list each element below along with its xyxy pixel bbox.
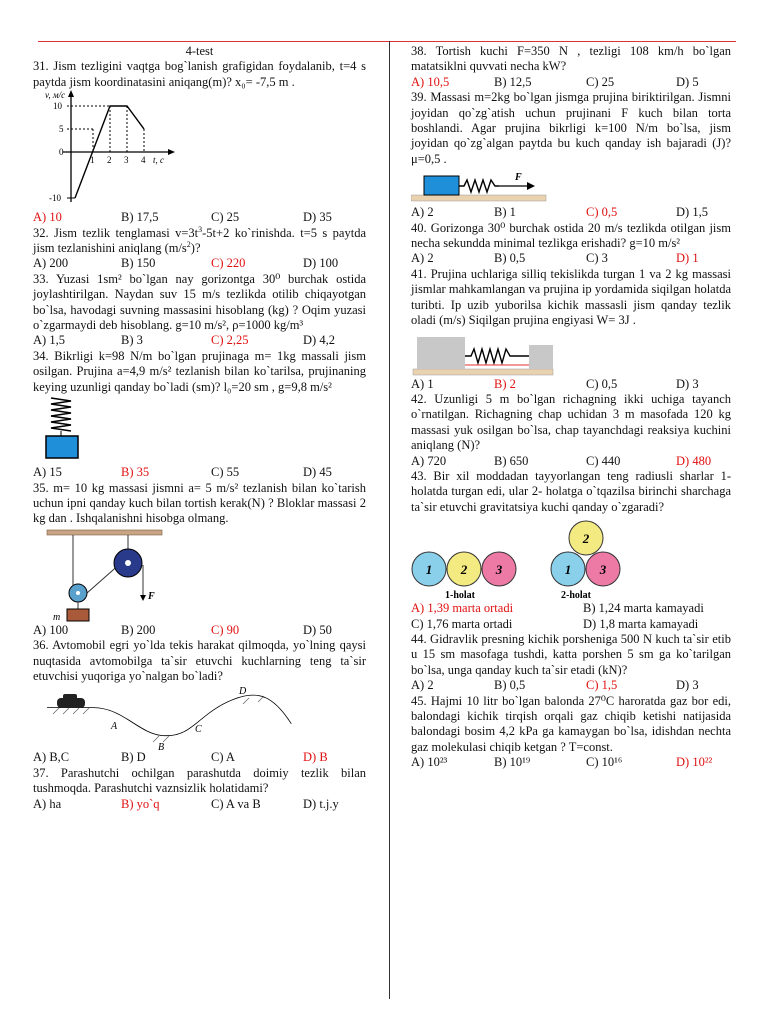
top-rule bbox=[38, 41, 736, 42]
ball-label: 3 bbox=[495, 562, 503, 578]
question-text: 40. Gorizonga 30⁰ burchak ostida 20 m/s tezlikda otilgan jism necha sekundda minimal tezlikga erishadi? g=10 m/s² bbox=[411, 220, 731, 251]
block-2 bbox=[529, 345, 553, 369]
question-text: 38. Tortish kuchi F=350 N , tezligi 108 km/h bo`lgan matatsiklni quvvati necha kW? bbox=[411, 44, 731, 74]
option-a[interactable]: A) 2 bbox=[411, 678, 434, 693]
option-a[interactable]: A) 720 bbox=[411, 453, 447, 468]
force-label: F bbox=[515, 172, 522, 184]
velocity-time-graph bbox=[33, 90, 178, 210]
option-a[interactable]: A) ha bbox=[33, 796, 62, 811]
option-d[interactable]: D) 3 bbox=[676, 678, 699, 693]
question-text: 36. Avtomobil egri yo`lda tekis harakat qilmoqda, yo`lning qaysi nuqtasida avtomobilga ta`sir etuvchi kuchlarning teng ta`sir etuvchisi yuqoriga yo`nalgan bo`ladi? bbox=[33, 638, 366, 683]
pulley-figure bbox=[33, 527, 173, 623]
option-c[interactable]: C) 2,25 bbox=[211, 333, 249, 348]
option-d[interactable]: D) 1,8 marta kamayadi bbox=[583, 616, 699, 631]
question-text: 43. Bir xil moddadan tayyorlangan teng radiusli sharlar 1- holatda turgan edi, ular 2- holatga o`tqazilsa birinchi sharchaga ta`sir etuvchi gravitatsiya kuchi qanday o`zgaradi? bbox=[411, 468, 731, 514]
option-a[interactable]: A) 100 bbox=[33, 622, 69, 637]
answer-options bbox=[411, 601, 731, 616]
two-blocks-spring-figure bbox=[411, 329, 561, 377]
question-text: 41. Prujina uchlariga silliq tekislikda turgan 1 va 2 kg massasi jismlar mahkamlangan va prujina ip yordamida siqilgan holatda turibti. Ip uzib yuborilsa kichik massasli jism qanday tezlik oladi (m/s) Siqilgan prujina engiyasi W= 3J . bbox=[411, 266, 731, 328]
load-block bbox=[67, 609, 89, 621]
question-text: 31. Jism tezligini vaqtga bog`lanish grafigidan foydalanib, t=4 s paytda jism koordinatasini aniqang(m)? x₀= -7,5 m . bbox=[33, 59, 366, 89]
option-a[interactable]: A) 10,5 bbox=[411, 74, 450, 89]
answer-options bbox=[411, 205, 731, 220]
block bbox=[424, 176, 459, 195]
y-tick: 5 bbox=[59, 124, 64, 135]
option-c[interactable]: C) 25 bbox=[211, 210, 240, 225]
state1-caption: 1-holat bbox=[445, 590, 475, 602]
answer-options bbox=[33, 623, 366, 638]
page-title: 4-test bbox=[185, 44, 214, 58]
option-c[interactable]: C) 55 bbox=[211, 465, 240, 480]
weight-block bbox=[46, 436, 78, 458]
option-d[interactable]: D) 50 bbox=[303, 622, 332, 637]
point-label: A bbox=[111, 721, 118, 733]
answer-options bbox=[33, 333, 366, 348]
question-text: 33. Yuzasi 1sm² bo`lgan nay gorizontga 30⁰ burchak ostida joylashtirilgan. Naydan suv 15 m/s tezlikda otilib chiqayotgan bo`lsa, havodagi suvning massasini hisoblang (kg) ? Oqim yuzasi o`zgarmaydi deb hisoblang. g=10 m/s², ρ=1000 kg/m³ bbox=[33, 271, 366, 333]
road-figure bbox=[33, 684, 293, 750]
ball-label: 1 bbox=[425, 562, 433, 578]
point-label: D bbox=[239, 686, 247, 698]
answer-options bbox=[33, 210, 366, 225]
option-d[interactable]: D) B bbox=[303, 750, 328, 765]
option-a[interactable]: A) B,C bbox=[33, 750, 70, 765]
option-d[interactable]: D) 4,2 bbox=[303, 333, 335, 348]
answer-options bbox=[33, 465, 366, 480]
question-text: 44. Gidravlik presning kichik porsheniga 500 N kuch ta`sir etib u 15 sm masofaga tushdi, katta porshen 5 sm ga ko`tarilgan bo`lsa, unga qanday kuch ta`sir etadi (kN)? bbox=[411, 631, 731, 677]
y-tick: 0 bbox=[59, 147, 64, 158]
option-d[interactable]: D) 1 bbox=[676, 251, 699, 266]
block-spring-figure bbox=[411, 167, 561, 205]
option-a[interactable]: A) 1 bbox=[411, 376, 434, 391]
option-d[interactable]: D) 45 bbox=[303, 465, 332, 480]
option-b[interactable]: B) 0,5 bbox=[494, 678, 526, 693]
question-text: 39. Massasi m=2kg bo`lgan jismga prujina biriktirilgan. Jismni joyidan qo`zg`atish uchun prujinani F kuch bilan torta boshlandi. Agar prujina bikrligi k=100 N/m bo`lsa, jism joyidan qo`zg`algan paytda bu kuch qanday ish bajaradi (J)? μ=0,5 . bbox=[411, 90, 731, 166]
option-d[interactable]: D) 480 bbox=[676, 453, 712, 468]
y-tick: 10 bbox=[53, 101, 62, 112]
right-column bbox=[411, 44, 731, 771]
force-label: F bbox=[148, 590, 155, 602]
answer-options bbox=[411, 617, 731, 632]
option-a[interactable]: A) 1,5 bbox=[33, 333, 65, 348]
option-c[interactable]: C) 90 bbox=[211, 622, 240, 637]
x-tick: 4 bbox=[141, 155, 146, 166]
option-b[interactable]: B) yo`q bbox=[121, 796, 160, 811]
answer-options bbox=[411, 251, 731, 266]
option-a[interactable]: A) 2 bbox=[411, 205, 434, 220]
x-tick: 3 bbox=[124, 155, 129, 166]
answer-options bbox=[33, 256, 366, 271]
answer-options bbox=[33, 797, 366, 812]
answer-options bbox=[411, 377, 731, 392]
question-text: 37. Parashutchi ochilgan parashutda doimiy tezlik bilan tushmoqda. Parashutchi vaznsizlik holatidami? bbox=[33, 765, 366, 796]
answer-options bbox=[411, 75, 731, 90]
question-text: 34. Bikrligi k=98 N/m bo`lgan prujinaga m= 1kg massali jism osilgan. Prujina a=4,9 m/s² tezlanish bilan ko`tarilsa, prujinaning keying uzunligi qanday bo`ladi (sm)? l₀=20 sm , g=9,8 m/s² bbox=[33, 348, 366, 394]
option-b[interactable]: B) 650 bbox=[494, 453, 529, 468]
option-d[interactable]: D) t.j.y bbox=[303, 796, 339, 811]
point-label: B bbox=[158, 742, 165, 751]
question-text: 32. Jism tezlik tenglamasi $v=3t^3-5t+2$ ko`rinishda. t=5 s paytda jism tezlanishini aniqlang $(m/s^2)$? bbox=[33, 224, 366, 256]
ball-label: 1 bbox=[564, 562, 572, 578]
graph-ylabel: v, м/с bbox=[45, 90, 66, 101]
option-b[interactable]: B) 2 bbox=[494, 376, 516, 391]
option-a[interactable]: A) 15 bbox=[33, 465, 62, 480]
option-c[interactable]: C) 1,5 bbox=[586, 678, 618, 693]
answer-options bbox=[411, 755, 731, 770]
y-tick: -10 bbox=[49, 193, 61, 204]
option-b[interactable]: B) 3 bbox=[121, 333, 143, 348]
option-b[interactable]: B) D bbox=[121, 750, 146, 765]
option-b[interactable]: B) 17,5 bbox=[121, 210, 159, 225]
option-a[interactable]: A) 1,39 marta ortadi bbox=[411, 601, 514, 616]
option-b[interactable]: B) 35 bbox=[121, 465, 150, 480]
option-c[interactable]: C) 10¹⁶ bbox=[586, 755, 623, 770]
option-c[interactable]: C) 220 bbox=[211, 256, 246, 271]
option-c[interactable]: C) A bbox=[211, 750, 235, 765]
point-label: C bbox=[195, 724, 202, 736]
option-b[interactable]: B) 0,5 bbox=[494, 251, 526, 266]
answer-options bbox=[411, 678, 731, 693]
question-text: 45. Hajmi 10 litr bo`lgan balonda 27⁰C haroratda gaz bor edi, balondagi kichik tirqish orqali gaz chiqib ketishi natijasida balondagi bosim 4,2 kPa ga kamaygan bo`lsa, idishdan nechta gaz molekulasi chiqib ketgan ? T=const. bbox=[411, 693, 731, 754]
mass-label: m bbox=[53, 611, 61, 623]
option-d[interactable]: D) 100 bbox=[303, 256, 339, 271]
question-text: 35. m= 10 kg massasi jismni a= 5 m/s² tezlanish bilan ko`tarish uchun ipni qanday kuch bilan tortish kerak(N) ? Bloklar massasi 2 kg dan . Ishqalanishni hisobga olmang. bbox=[33, 480, 366, 526]
ball-label: 3 bbox=[599, 562, 607, 578]
option-a[interactable]: A) 10²³ bbox=[411, 755, 448, 770]
option-d[interactable]: D) 1,5 bbox=[676, 205, 708, 220]
x-tick: 1 bbox=[90, 155, 95, 166]
spring-weight-figure bbox=[33, 395, 93, 465]
option-b[interactable]: B) 1,24 marta kamayadi bbox=[583, 601, 704, 616]
option-a[interactable]: A) 200 bbox=[33, 256, 69, 271]
option-b[interactable]: B) 150 bbox=[121, 256, 156, 271]
state2-caption: 2-holat bbox=[561, 590, 591, 602]
balls-figure bbox=[411, 515, 641, 601]
option-c[interactable]: C) 0,5 bbox=[586, 376, 618, 391]
question-text: 42. Uzunligi 5 m bo`lgan richagning ikki uchiga tayanch o`rnatilgan. Richagning chap uchidan 3 m masofada 120 kg massasi yuk osilgan bo`lsa, chap tayanchdagi reaksiya kuchini aniqlang (N)? bbox=[411, 391, 731, 453]
option-b[interactable]: B) 200 bbox=[121, 622, 156, 637]
option-d[interactable]: D) 5 bbox=[676, 74, 699, 89]
option-a[interactable]: A) 10 bbox=[33, 210, 62, 225]
option-a[interactable]: A) 2 bbox=[411, 251, 434, 266]
column-divider bbox=[389, 41, 390, 999]
option-b[interactable]: B) 10¹⁹ bbox=[494, 755, 531, 770]
option-c[interactable]: C) 25 bbox=[586, 74, 615, 89]
answer-options bbox=[411, 454, 731, 469]
option-c[interactable]: C) 440 bbox=[586, 453, 621, 468]
option-c[interactable]: C) 0,5 bbox=[586, 205, 618, 220]
option-c[interactable]: C) A va B bbox=[211, 796, 261, 811]
graph-xlabel: t, c bbox=[153, 155, 164, 166]
left-column bbox=[33, 44, 366, 812]
option-c[interactable]: C) 1,76 marta ortadi bbox=[411, 616, 513, 631]
option-b[interactable]: B) 12,5 bbox=[494, 74, 532, 89]
block-1 bbox=[417, 337, 465, 369]
x-tick: 2 bbox=[107, 155, 112, 166]
option-d[interactable]: D) 3 bbox=[676, 376, 699, 391]
option-b[interactable]: B) 1 bbox=[494, 205, 516, 220]
ball-label: 2 bbox=[582, 531, 590, 547]
option-c[interactable]: C) 3 bbox=[586, 251, 608, 266]
option-d[interactable]: D) 10²² bbox=[676, 755, 713, 770]
option-d[interactable]: D) 35 bbox=[303, 210, 332, 225]
answer-options bbox=[33, 750, 366, 765]
ball-label: 2 bbox=[460, 562, 468, 578]
